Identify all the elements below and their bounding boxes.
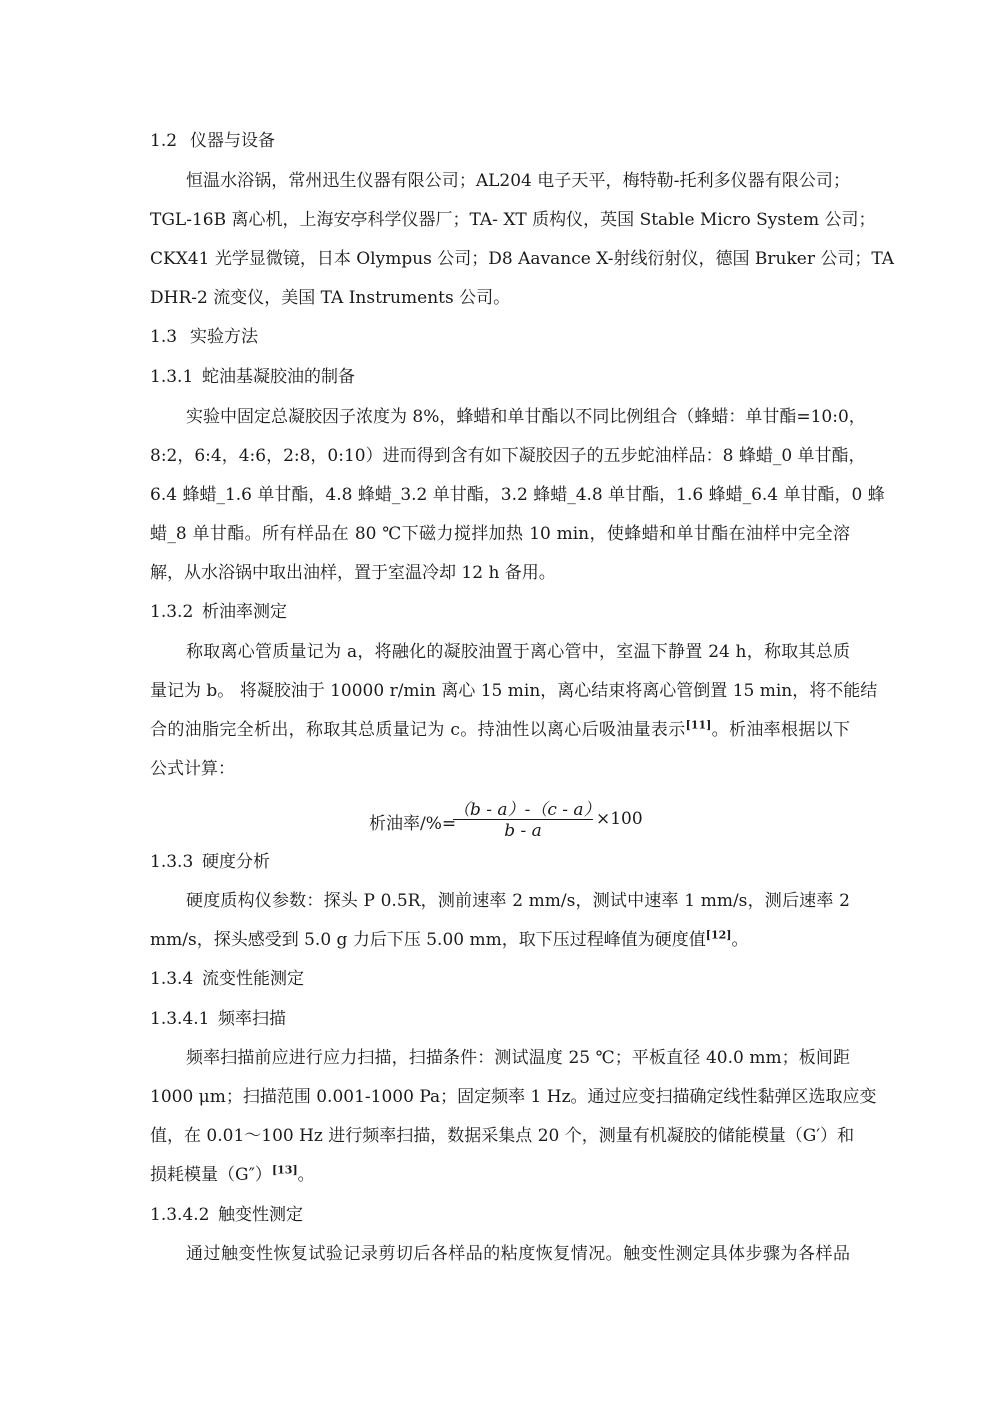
paragraph-text: 合的油脂完全析出，称取其总质量记为 c。持油性以离心后吸油量表示 [150, 720, 686, 740]
section-title: 实验方法 [190, 327, 258, 347]
paragraph-line: 8:2，6:4，4:6，2:8，0:10）进而得到含有如下凝胶因子的五步蛇油样品：8 蜂蜡_0 单甘酯， [150, 446, 866, 466]
section-title: 仪器与设备 [190, 131, 275, 151]
section-heading-1-3-1 [150, 366, 355, 388]
citation-ref: [13] [271, 1163, 298, 1177]
section-heading-1-3 [150, 326, 258, 348]
section-heading-1-2 [150, 130, 275, 152]
citation-ref: [12] [705, 928, 732, 942]
paragraph-text: mm/s，探头感受到 5.0 g 力后下压 5.00 mm，取下压过程峰值为硬度值 [150, 930, 706, 950]
formula-multiplier: ×100 [596, 809, 643, 829]
section-title: 流变性能测定 [202, 969, 304, 989]
paragraph-line: 值，在 0.01～100 Hz 进行频率扫描，数据采集点 20 个，测量有机凝胶的储能模量（G′）和 [150, 1126, 855, 1146]
paragraph-text: 损耗模量（G″） [150, 1165, 272, 1185]
section-number: 1.3.4 [150, 969, 194, 989]
section-heading-1-3-4-1 [150, 1008, 286, 1030]
section-title: 频率扫描 [218, 1009, 286, 1029]
paragraph-line: 通过触变性恢复试验记录剪切后各样品的粘度恢复情况。触变性测定具体步骤为各样品 [186, 1244, 850, 1264]
fraction-bar [453, 819, 593, 820]
section-number: 1.3.4.2 [150, 1205, 210, 1225]
paragraph-line [150, 1164, 850, 1186]
section-number: 1.2 [150, 131, 178, 151]
section-title: 硬度分析 [202, 852, 270, 872]
section-title: 触变性测定 [218, 1205, 303, 1225]
paragraph-line: 称取离心管质量记为 a，将融化的凝胶油置于离心管中，室温下静置 24 h，称取其总质 [186, 642, 850, 662]
citation-ref: [11] [685, 718, 712, 732]
formula-numerator: （b - a）-（c - a） [453, 800, 601, 820]
paragraph-text: 。析油率根据以下 [711, 720, 850, 740]
paragraph-line: 蜡_8 单甘酯。所有样品在 80 ℃下磁力搅拌加热 10 min，使蜂蜡和单甘酯在油样中完全溶 [150, 524, 850, 544]
section-number: 1.3.4.1 [150, 1009, 210, 1029]
section-number: 1.3 [150, 327, 178, 347]
section-heading-1-3-3 [150, 851, 270, 873]
paragraph-line: 量记为 b。 将凝胶油于 10000 r/min 离心 15 min，离心结束将离心管倒置 15 min，将不能结 [150, 681, 878, 701]
oil-loss-formula [369, 795, 669, 845]
formula-denominator: b - a [504, 821, 542, 841]
section-heading-1-3-2 [150, 601, 287, 623]
paragraph-line: 解，从水浴锅中取出油样，置于室温冷却 12 h 备用。 [150, 563, 556, 583]
section-number: 1.3.2 [150, 602, 194, 622]
section-title: 析油率测定 [202, 602, 287, 622]
paragraph-line: 公式计算： [150, 759, 235, 779]
paragraph-line: 6.4 蜂蜡_1.6 单甘酯，4.8 蜂蜡_3.2 单甘酯，3.2 蜂蜡_4.8 单甘酯，1.6 蜂蜡_6.4 单甘酯，0 蜂 [150, 485, 885, 505]
section-heading-1-3-4-2 [150, 1204, 303, 1226]
paragraph-line: 硬度质构仪参数：探头 P 0.5R，测前速率 2 mm/s，测试中速率 1 mm/s，测后速率 2 [186, 891, 850, 911]
paragraph-line [150, 929, 850, 951]
paragraph-line: CKX41 光学显微镜，日本 Olympus 公司；D8 Aavance X-射线衍射仪，德国 Bruker 公司；TA [150, 249, 895, 269]
paragraph-line: 1000 μm；扫描范围 0.001-1000 Pa；固定频率 1 Hz。通过应变扫描确定线性黏弹区选取应变 [150, 1087, 877, 1107]
section-title: 蛇油基凝胶油的制备 [202, 367, 355, 387]
section-number: 1.3.1 [150, 367, 194, 387]
paragraph-text: 。 [297, 1165, 315, 1185]
paragraph-line: TGL-16B 离心机，上海安亭科学仪器厂；TA- XT 质构仪，英国 Stable Micro System 公司； [150, 210, 876, 230]
paragraph-line [150, 719, 850, 741]
paragraph-line: 实验中固定总凝胶因子浓度为 8%，蜂蜡和单甘酯以不同比例组合（蜂蜡：单甘酯=10:0， [186, 407, 866, 427]
formula-lhs: 析油率/%= [369, 814, 457, 834]
section-number: 1.3.3 [150, 852, 194, 872]
section-heading-1-3-4 [150, 968, 304, 990]
paragraph-text: 。 [731, 930, 749, 950]
paragraph-line: 频率扫描前应进行应力扫描，扫描条件：测试温度 25 ℃；平板直径 40.0 mm；板间距 [186, 1048, 850, 1068]
paragraph-line: DHR-2 流变仪，美国 TA Instruments 公司。 [150, 288, 511, 308]
paragraph-line: 恒温水浴锅，常州迅生仪器有限公司；AL204 电子天平，梅特勒-托利多仪器有限公司； [186, 171, 850, 191]
